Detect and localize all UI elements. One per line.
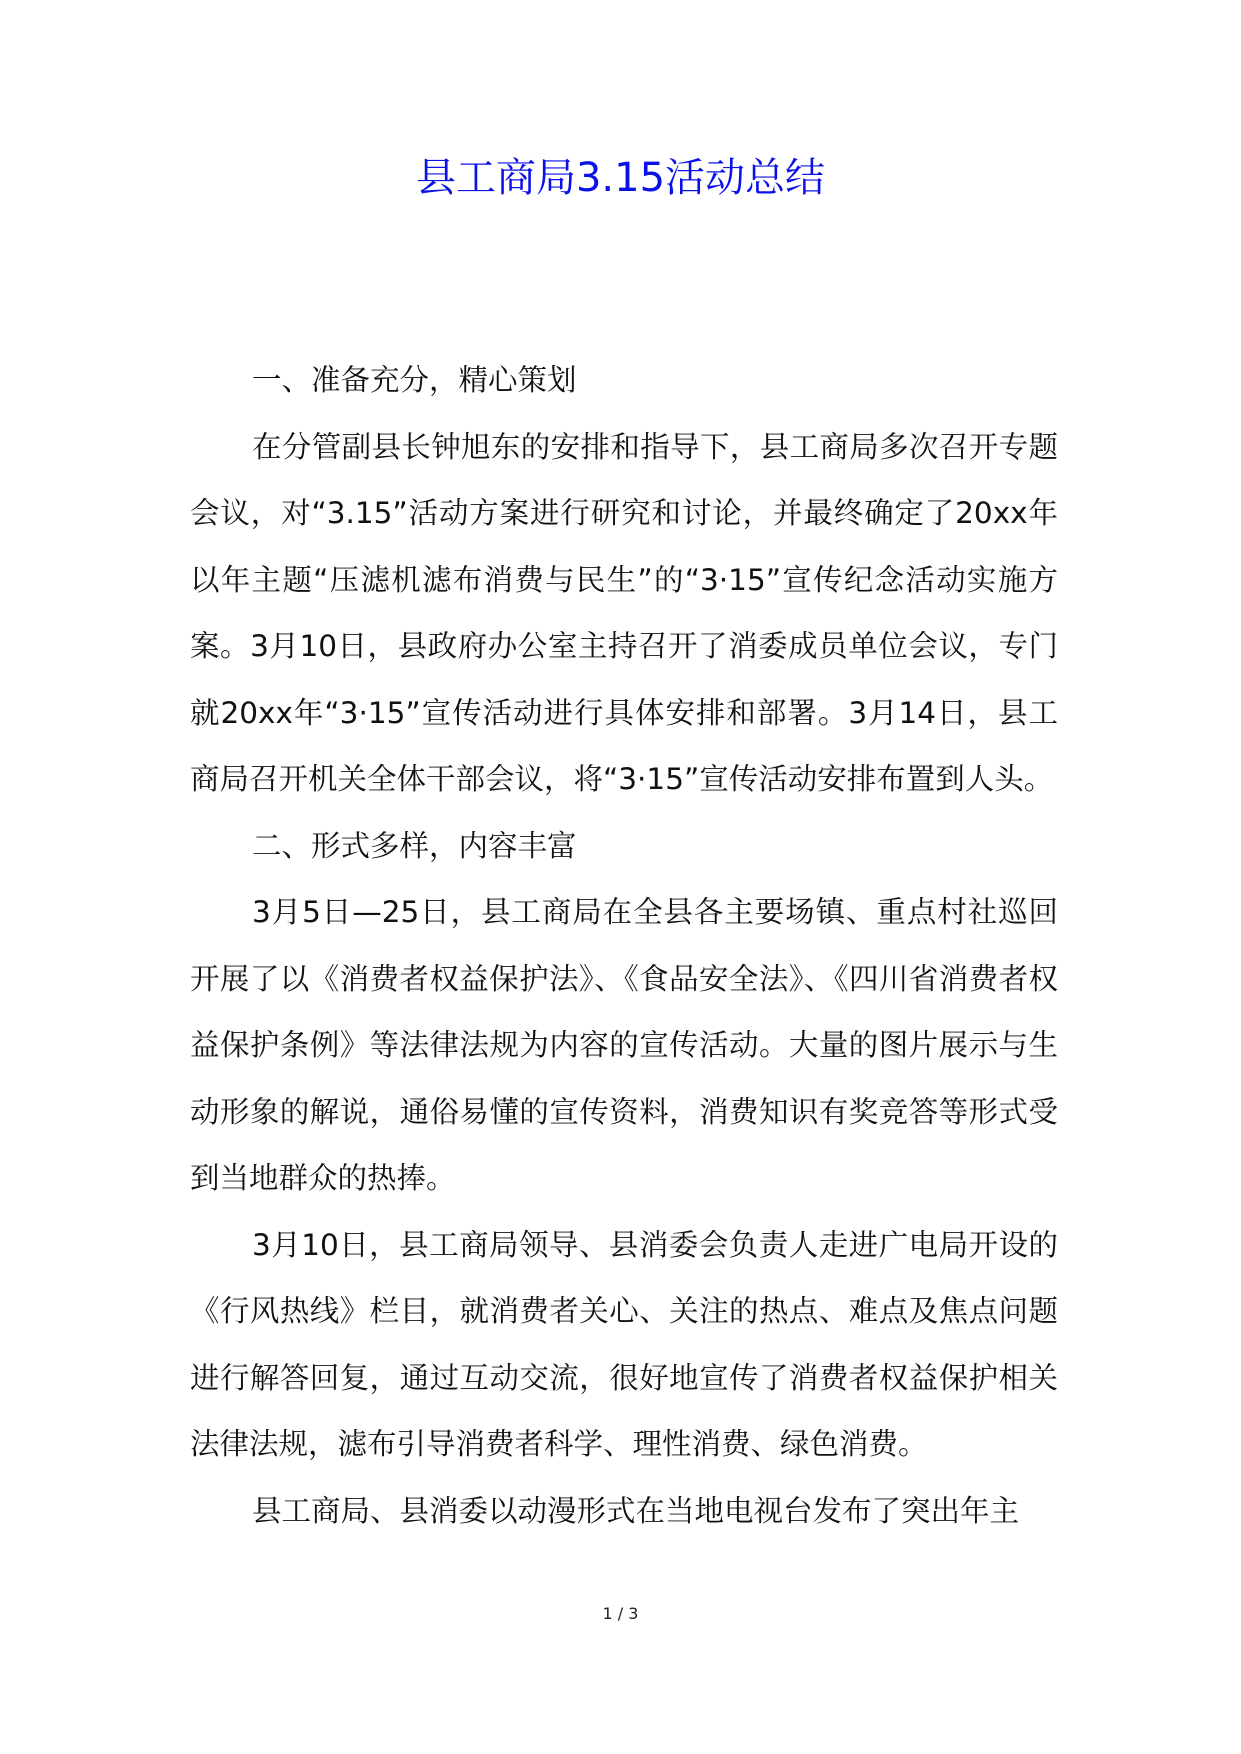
document-title: 县工商局3.15活动总结 (415, 155, 826, 201)
document-body (190, 347, 1058, 1544)
body-paragraph: 3月5日—25日，县工商局在全县各主要场镇、重点村社巡回开展了以《消费者权益保护法》、《食品安全法》、《四川省消费者权益保护条例》等法律法规为内容的宣传活动。大量的图片展示与生动形象的解说，通俗易懂的宣传资料，消费知识有奖竞答等形式受到当地群众的热捧。 (190, 895, 1058, 1195)
body-paragraph: 3月10日，县工商局领导、县消委会负责人走进广电局开设的《行风热线》栏目，就消费者关心、关注的热点、难点及焦点问题进行解答回复，通过互动交流，很好地宣传了消费者权益保护相关法律法规，滤布引导消费者科学、理性消费、绿色消费。 (190, 1227, 1058, 1461)
page-number: 1 / 3 (602, 1604, 639, 1623)
section-heading-forms: 二、形式多样，内容丰富 (252, 828, 577, 863)
section-heading-preparation: 一、准备充分，精心策划 (252, 363, 577, 397)
body-paragraph: 在分管副县长钟旭东的安排和指导下，县工商局多次召开专题会议，对“3.15”活动方案进行研究和讨论，并最终确定了20xx年以年主题“压滤机滤布消费与民生”的“3·15”宣传纪念活动实施方案。3月10日，县政府办公室主持召开了消委成员单位会议，专门就20xx年“3·15”宣传活动进行具体安排和部署。3月14日，县工商局召开机关全体干部会议，将“3·15”宣传活动安排布置到人头。 (190, 429, 1058, 796)
body-paragraph: 县工商局、县消委以动漫形式在当地电视台发布了突出年主 (252, 1493, 1020, 1528)
